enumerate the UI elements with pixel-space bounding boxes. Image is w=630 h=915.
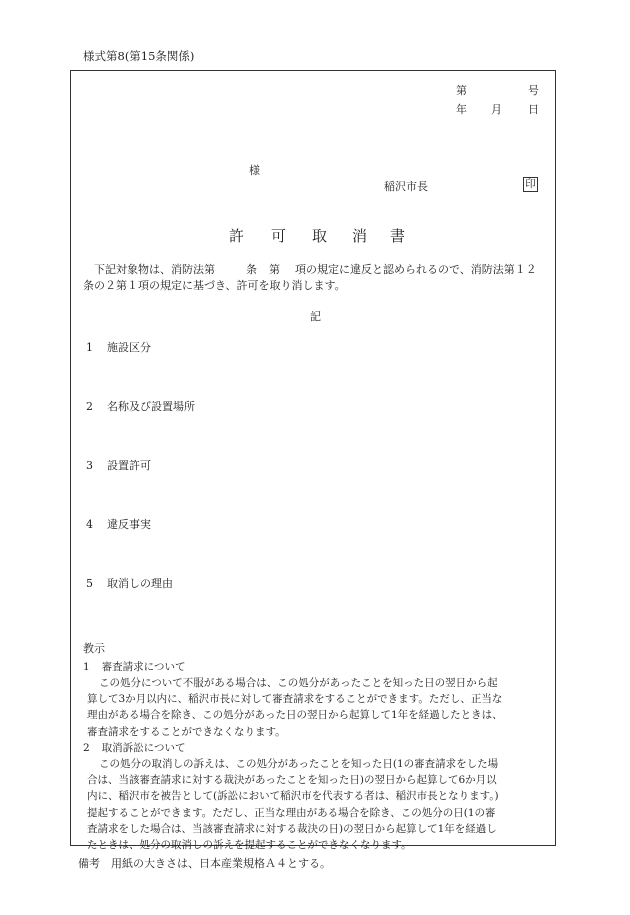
remarks-note: 備考 用紙の大きさは、日本産業規格Ａ４とする。 bbox=[78, 857, 331, 870]
list-item bbox=[86, 457, 151, 473]
issuer-name: 稲沢市長 bbox=[384, 180, 428, 193]
instruction-line: 算して3か月以内に、稲沢市長に対して審査請求をすることができます。ただし、正当な bbox=[87, 693, 503, 706]
instruction-line: 合は、当該審査請求に対する裁決があったことを知った日)の翌日から起算して6か月以 bbox=[87, 774, 497, 787]
list-item bbox=[86, 339, 151, 355]
instruction-section-1-body bbox=[87, 675, 503, 740]
section-title: 審査請求について bbox=[101, 661, 186, 673]
body-line-1a: 下記対象物は、消防法第 bbox=[94, 263, 215, 276]
instruction-line: この処分の取消しの訴えは、この処分があったことを知った日(1の審査請求をした場 bbox=[99, 758, 499, 770]
item-label: 違反事実 bbox=[107, 518, 151, 531]
instructions-heading: 教示 bbox=[83, 642, 105, 655]
list-item bbox=[86, 575, 173, 591]
body-line-1d: 項の規定に違反と認められるので、消防法第１２ bbox=[295, 263, 537, 276]
instruction-line: この処分について不服がある場合は、この処分があったことを知った日の翌日から起 bbox=[99, 677, 498, 689]
ki-heading: 記 bbox=[310, 310, 321, 323]
list-item bbox=[86, 398, 195, 414]
item-number: 3 bbox=[86, 459, 93, 472]
instruction-section-1-title bbox=[83, 659, 185, 674]
instruction-line: 内に、稲沢市を被告として(訴訟において稲沢市を代表する者は、稲沢市長となります。) bbox=[87, 790, 499, 803]
title-char: 許 bbox=[229, 227, 245, 245]
item-label: 名称及び設置場所 bbox=[107, 400, 195, 413]
instruction-line: 審査請求をすることができなくなります。 bbox=[87, 725, 286, 738]
instruction-line: 理由がある場合を除き、この処分があった日の翌日から起算して1年を経過したときは、 bbox=[87, 709, 503, 722]
instruction-line: 査請求をした場合は、当該審査請求に対する裁決の日)の翌日から起算して1年を経過し bbox=[87, 822, 497, 835]
instruction-line: 提起することができます。ただし、正当な理由がある場合を除き、この処分の日(1の審 bbox=[87, 806, 496, 819]
instruction-section-2-title bbox=[83, 740, 185, 755]
section-number: 1 bbox=[83, 661, 90, 673]
item-label: 設置許可 bbox=[107, 459, 151, 472]
item-number: 4 bbox=[86, 518, 93, 531]
number-suffix: 号 bbox=[528, 84, 539, 97]
title-char: 取 bbox=[312, 227, 328, 245]
date-year: 年 bbox=[456, 103, 467, 116]
section-number: 2 bbox=[83, 742, 90, 754]
body-line-2: 条の２第１項の規定に基づき、許可を取り消します。 bbox=[83, 279, 346, 292]
number-prefix: 第 bbox=[456, 84, 467, 97]
instruction-section-2-body bbox=[87, 756, 499, 853]
title-char: 可 bbox=[271, 227, 287, 245]
instruction-line: たときは、処分の取消しの訴えを提起することができなくなります。 bbox=[87, 839, 412, 852]
date-day: 日 bbox=[528, 103, 539, 116]
date-month: 月 bbox=[491, 103, 502, 116]
title-char: 書 bbox=[390, 227, 406, 245]
item-number: 1 bbox=[86, 341, 93, 354]
seal-mark: 印 bbox=[523, 177, 538, 192]
item-number: 5 bbox=[86, 577, 93, 590]
form-number-label: 様式第8(第15条関係) bbox=[83, 49, 195, 63]
item-label: 施設区分 bbox=[107, 341, 151, 354]
body-line-1c: 第 bbox=[269, 263, 280, 276]
item-label: 取消しの理由 bbox=[107, 577, 173, 590]
item-number: 2 bbox=[86, 400, 93, 413]
title-char: 消 bbox=[352, 227, 368, 245]
section-title: 取消訴訟について bbox=[101, 742, 186, 754]
addressee-suffix: 様 bbox=[249, 164, 260, 177]
list-item bbox=[86, 516, 151, 532]
body-line-1b: 条 bbox=[246, 263, 257, 276]
